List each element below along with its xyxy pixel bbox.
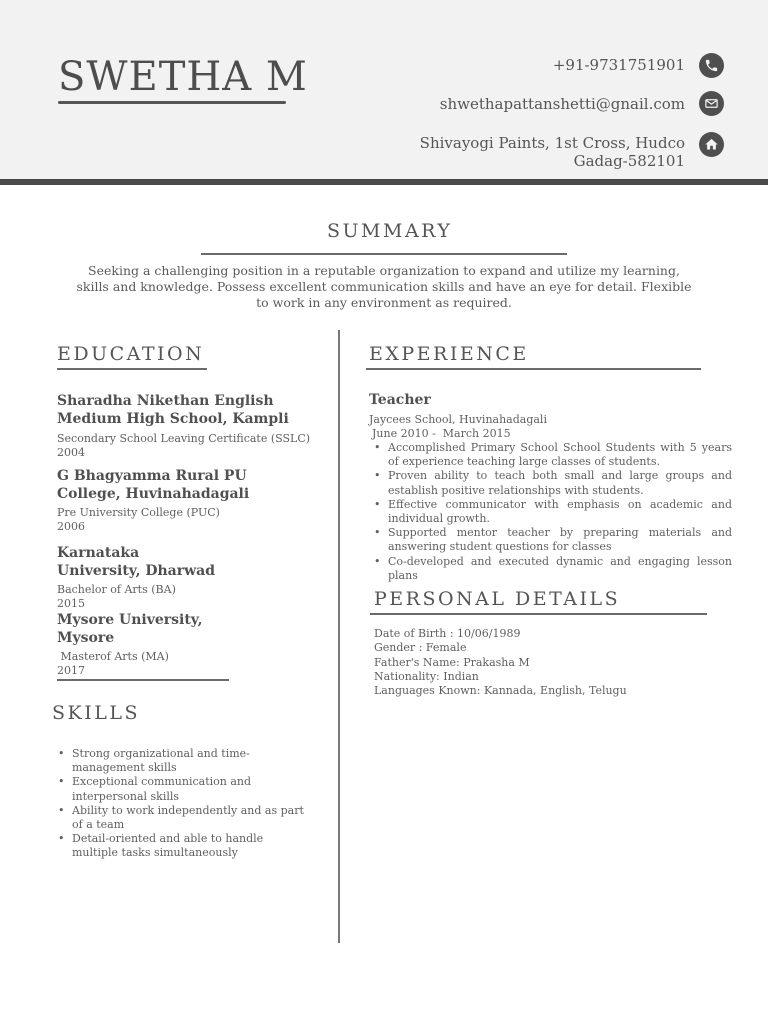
- education-year: 2004: [57, 446, 85, 459]
- list-item: Languages Known: Kannada, English, Telugu: [374, 684, 627, 698]
- experience-list: [372, 441, 732, 583]
- summary-heading: SUMMARY: [327, 220, 453, 242]
- education-heading: EDUCATION: [57, 343, 205, 365]
- education-year: 2017: [57, 664, 85, 677]
- home-icon: [699, 132, 724, 157]
- education-year: 2015: [57, 597, 85, 610]
- summary-text: Seeking a challenging position in a reputable organization to expand and utilize my learning, skills and knowledge. Possess excellent communication skills and have an eye for detail. Flexible to work in any environment as required.: [76, 263, 692, 310]
- phone-icon: [699, 53, 724, 78]
- email-icon: [699, 91, 724, 116]
- list-item: Date of Birth : 10/06/1989: [374, 627, 521, 640]
- education-degree: Pre University College (PUC): [57, 506, 220, 519]
- list-item: • Accomplished Primary School School Students with 5 years of experience teaching large classes of students.: [372, 441, 732, 469]
- name-underline: [58, 101, 286, 104]
- address-line-1: Shivayogi Paints, 1st Cross, Hudco: [419, 134, 685, 152]
- education-school: G Bhagyamma Rural PU College, Huvinahadagali: [57, 468, 250, 502]
- list-item: • Effective communicator with emphasis on academic and individual growth.: [372, 498, 732, 526]
- candidate-name: SWETHA M: [58, 54, 308, 100]
- skills-heading: SKILLS: [52, 702, 140, 724]
- list-item: • Proven ability to teach both small and large groups and establish positive relationships with students.: [372, 469, 732, 497]
- education-school: Sharadha Nikethan English Medium High School, Kampli: [57, 393, 289, 427]
- education-degree: Secondary School Leaving Certificate (SSLC): [57, 432, 311, 445]
- phone-number: +91-9731751901: [552, 56, 685, 74]
- list-item: Gender : Female: [374, 641, 467, 655]
- job-title: Teacher: [369, 392, 431, 408]
- list-item: Nationality: Indian: [374, 669, 479, 683]
- summary-rule: [201, 253, 567, 255]
- address-line-2: Gadag-582101: [573, 152, 685, 170]
- education-end-rule: [57, 679, 229, 681]
- experience-heading: EXPERIENCE: [369, 343, 529, 365]
- list-item: • Exceptional communication and interpersonal skills: [56, 775, 306, 803]
- address: [420, 134, 685, 170]
- education-rule: [57, 368, 207, 370]
- education-year: 2006: [57, 520, 85, 533]
- email-address: shwethapattanshetti@gnail.com: [439, 95, 685, 113]
- personal-details-rule: [370, 613, 707, 615]
- personal-details-heading: PERSONAL DETAILS: [374, 588, 621, 610]
- skills-list: [56, 747, 306, 861]
- list-item: • Supported mentor teacher by preparing materials and answering student questions for classes: [372, 526, 732, 554]
- education-school: Karnataka University, Dharwad: [57, 545, 216, 579]
- list-item: • Ability to work independently and as part of a team: [56, 804, 306, 832]
- header-divider: [0, 179, 768, 185]
- education-school: Mysore University, Mysore: [57, 612, 203, 646]
- education-degree: Bachelor of Arts (BA): [57, 583, 176, 596]
- list-item: Father's Name: Prakasha M: [374, 655, 530, 669]
- list-item: • Co-developed and executed dynamic and engaging lesson plans: [372, 555, 732, 583]
- employer: Jaycees School, Huvinahadagali: [369, 413, 547, 426]
- personal-details-list: [374, 627, 627, 698]
- list-item: • Strong organizational and time-management skills: [56, 747, 306, 775]
- employment-dates: June 2010 - March 2015: [372, 427, 511, 440]
- education-degree: Masterof Arts (MA): [57, 650, 169, 663]
- list-item: • Detail-oriented and able to handle multiple tasks simultaneously: [56, 832, 306, 860]
- experience-rule: [366, 368, 701, 370]
